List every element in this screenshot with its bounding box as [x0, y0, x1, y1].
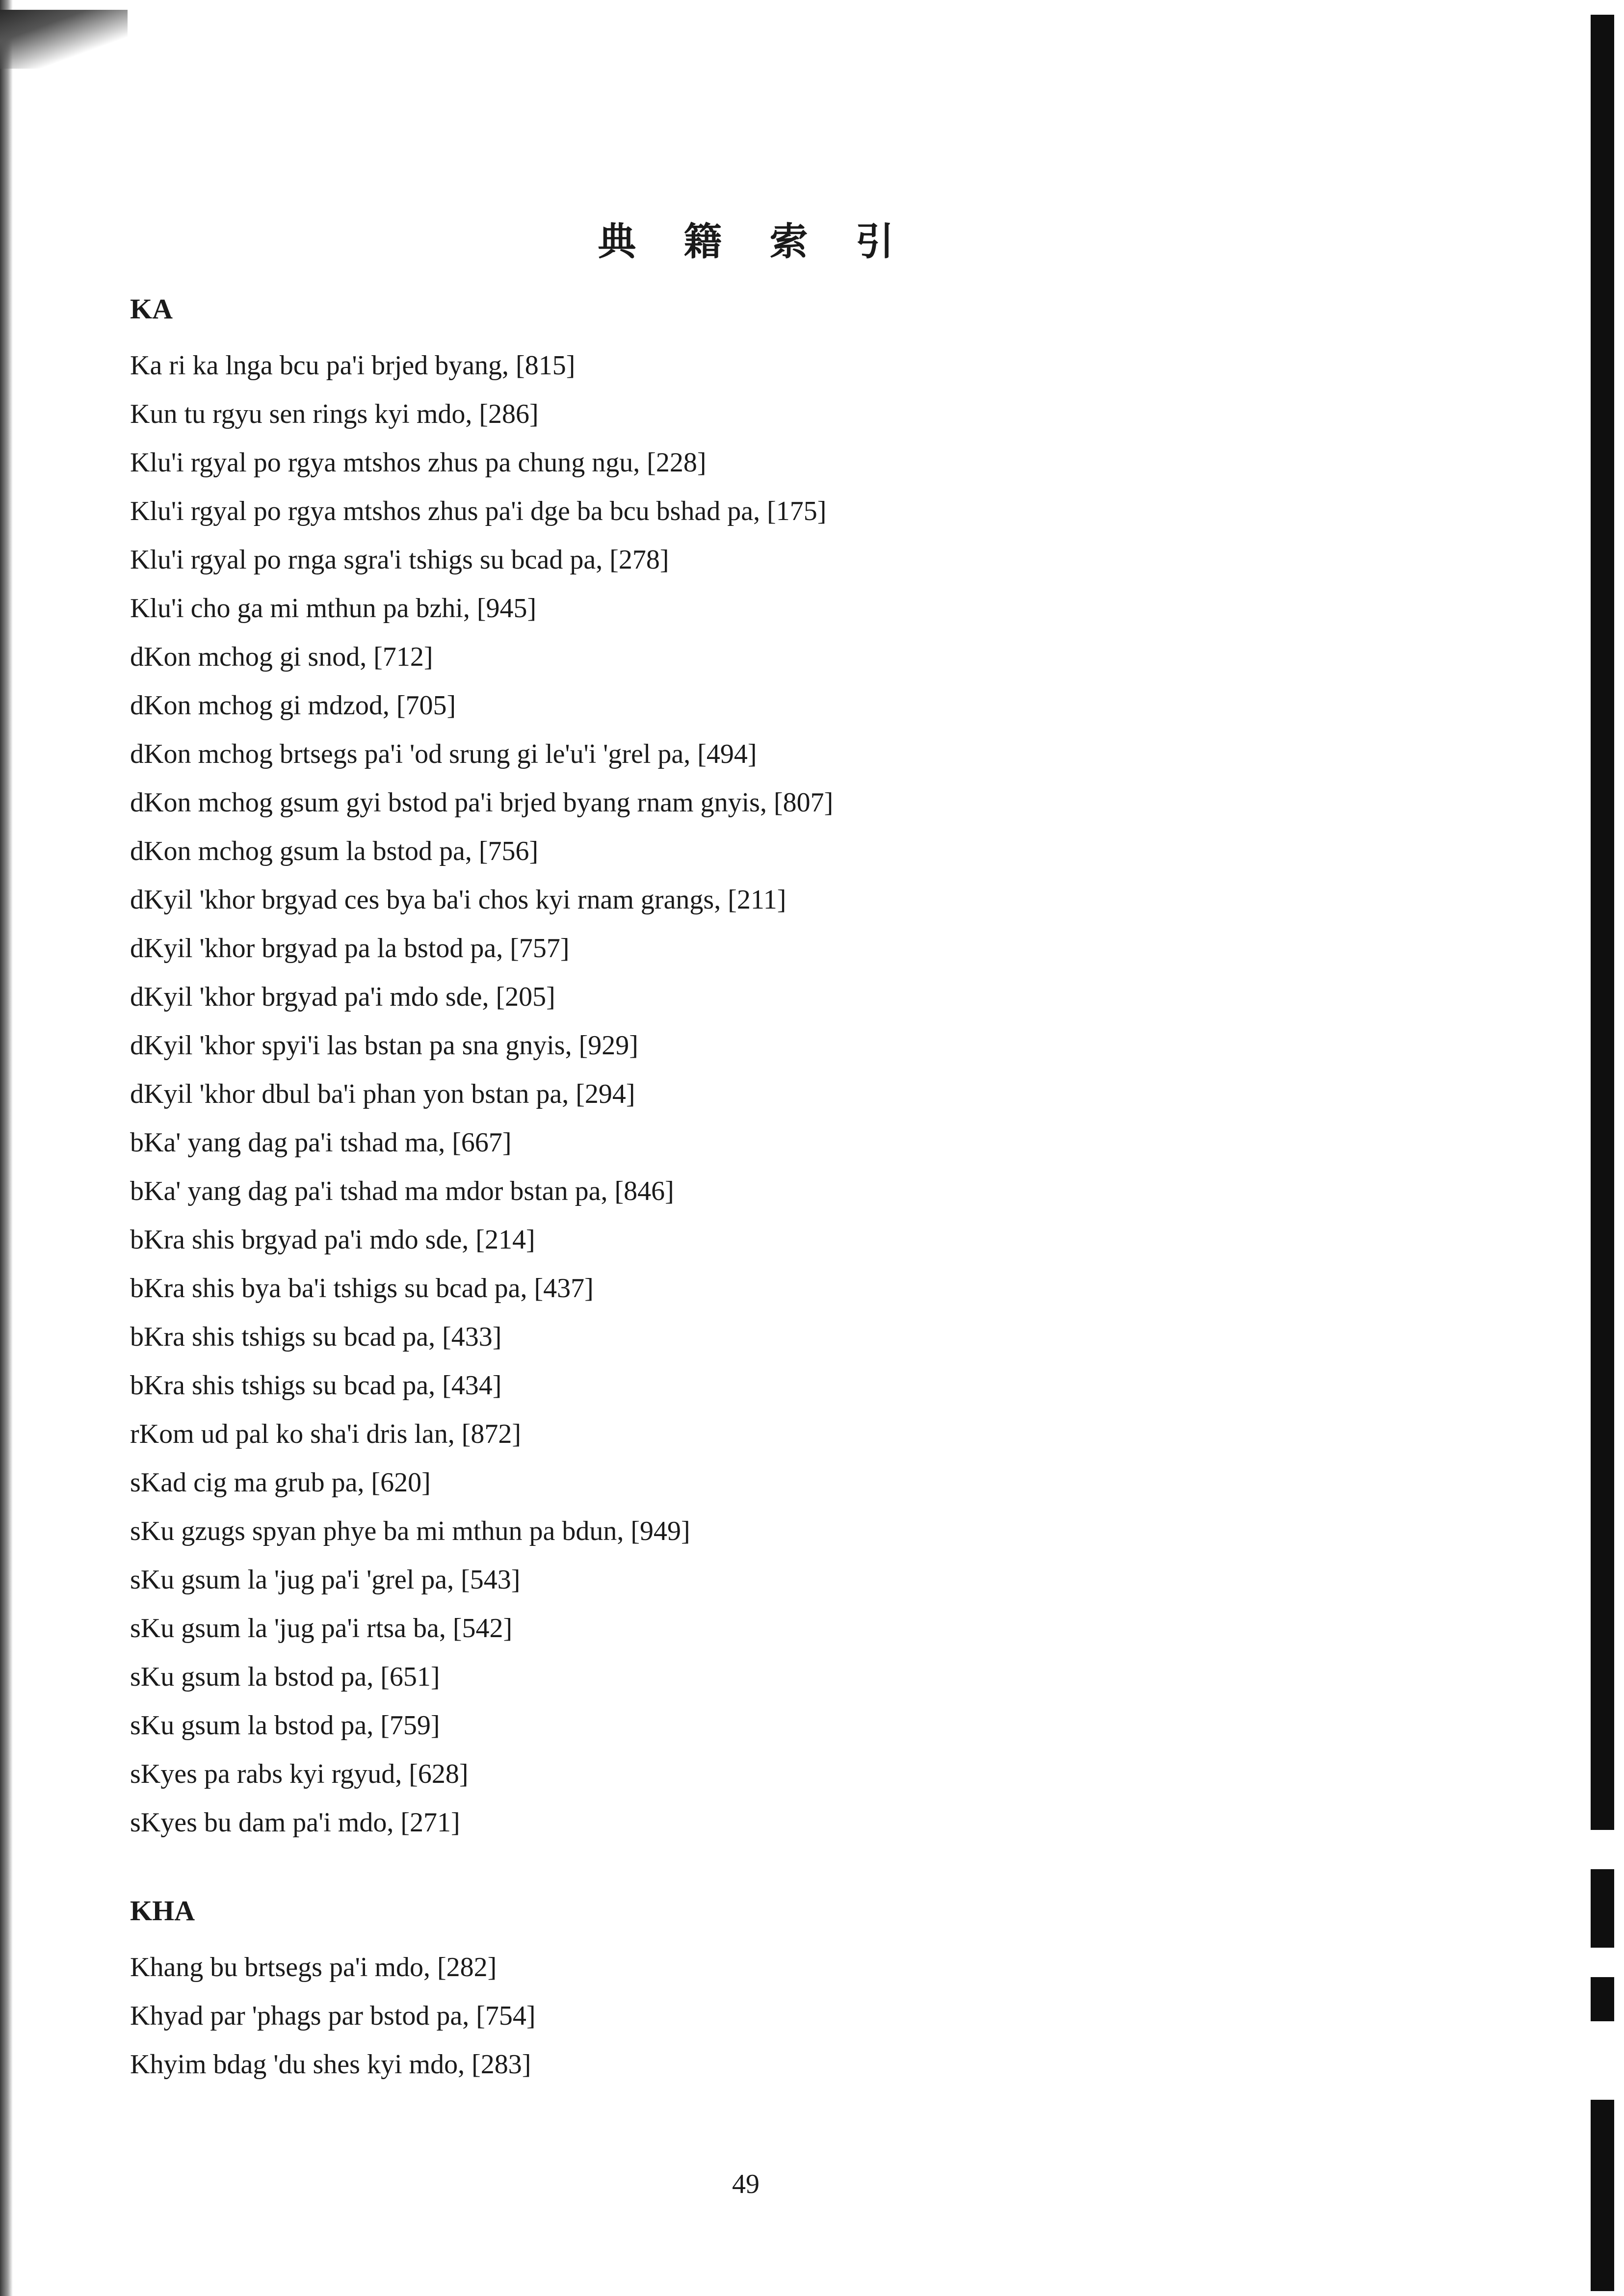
index-entry: sKyes bu dam pa'i mdo, [271] — [130, 1807, 460, 1838]
page-number: 49 — [732, 2169, 760, 2199]
index-entry: dKyil 'khor brgyad pa la bstod pa, [757] — [130, 933, 570, 964]
scan-left-edge — [0, 0, 13, 2296]
index-entry: dKon mchog gi mdzod, [705] — [130, 690, 456, 721]
index-entry: bKa' yang dag pa'i tshad ma mdor bstan pa, [846] — [130, 1176, 674, 1206]
index-entry: dKon mchog gsum gyi bstod pa'i brjed byang rnam gnyis, [807] — [130, 787, 834, 818]
index-entry: sKu gsum la 'jug pa'i rtsa ba, [542] — [130, 1613, 513, 1644]
index-entry: Kun tu rgyu sen rings kyi mdo, [286] — [130, 399, 539, 429]
index-entry: Ka ri ka lnga bcu pa'i brjed byang, [815] — [130, 350, 576, 381]
index-entry: Klu'i cho ga mi mthun pa bzhi, [945] — [130, 593, 537, 624]
scan-right-border-gap — [1591, 2021, 1614, 2100]
page-title: 典 籍 索 引 — [598, 220, 894, 264]
index-entry: sKu gsum la bstod pa, [651] — [130, 1662, 440, 1692]
section-heading: KHA — [130, 1895, 195, 1927]
index-entry: Khyad par 'phags par bstod pa, [754] — [130, 2001, 536, 2031]
index-entry: Klu'i rgyal po rgya mtshos zhus pa chung ngu, [228] — [130, 447, 707, 478]
index-entry: dKon mchog gi snod, [712] — [130, 642, 433, 672]
index-entry: bKra shis tshigs su bcad pa, [433] — [130, 1322, 502, 1352]
index-entry: dKyil 'khor spyi'i las bstan pa sna gnyis, [929] — [130, 1030, 638, 1061]
index-entry: dKon mchog gsum la bstod pa, [756] — [130, 836, 539, 866]
index-entry: dKyil 'khor dbul ba'i phan yon bstan pa, [294] — [130, 1079, 635, 1109]
index-entry: rKom ud pal ko sha'i dris lan, [872] — [130, 1419, 522, 1449]
index-entry: dKyil 'khor brgyad ces bya ba'i chos kyi rnam grangs, [211] — [130, 885, 786, 915]
section-heading: KA — [130, 293, 173, 325]
index-entry: bKra shis tshigs su bcad pa, [434] — [130, 1370, 502, 1401]
index-entry: sKu gsum la 'jug pa'i 'grel pa, [543] — [130, 1565, 521, 1595]
index-entry: sKyes pa rabs kyi rgyud, [628] — [130, 1759, 469, 1789]
index-entry: Klu'i rgyal po rnga sgra'i tshigs su bcad pa, [278] — [130, 545, 669, 575]
index-entry: dKyil 'khor brgyad pa'i mdo sde, [205] — [130, 982, 555, 1012]
scan-corner-shadow — [0, 10, 128, 69]
index-entry: bKra shis brgyad pa'i mdo sde, [214] — [130, 1225, 535, 1255]
index-entry: Klu'i rgyal po rgya mtshos zhus pa'i dge ba bcu bshad pa, [175] — [130, 496, 827, 526]
index-entry: sKu gzugs spyan phye ba mi mthun pa bdun, [949] — [130, 1516, 690, 1546]
index-entry: Khyim bdag 'du shes kyi mdo, [283] — [130, 2049, 531, 2080]
index-entry: sKad cig ma grub pa, [620] — [130, 1467, 431, 1498]
index-section — [130, 1896, 1406, 2089]
index-content — [130, 294, 1406, 2089]
index-entry: sKu gsum la bstod pa, [759] — [130, 1710, 440, 1741]
index-entry: dKon mchog brtsegs pa'i 'od srung gi le'u'i 'grel pa, [494] — [130, 739, 757, 769]
index-entry: bKa' yang dag pa'i tshad ma, [667] — [130, 1127, 512, 1158]
index-entry: bKra shis bya ba'i tshigs su bcad pa, [437] — [130, 1273, 594, 1304]
index-section — [130, 294, 1406, 1847]
scan-right-border-gap — [1591, 1948, 1614, 1977]
scan-right-border-gap — [1591, 1830, 1614, 1869]
index-entry: Khang bu brtsegs pa'i mdo, [282] — [130, 1952, 497, 1983]
